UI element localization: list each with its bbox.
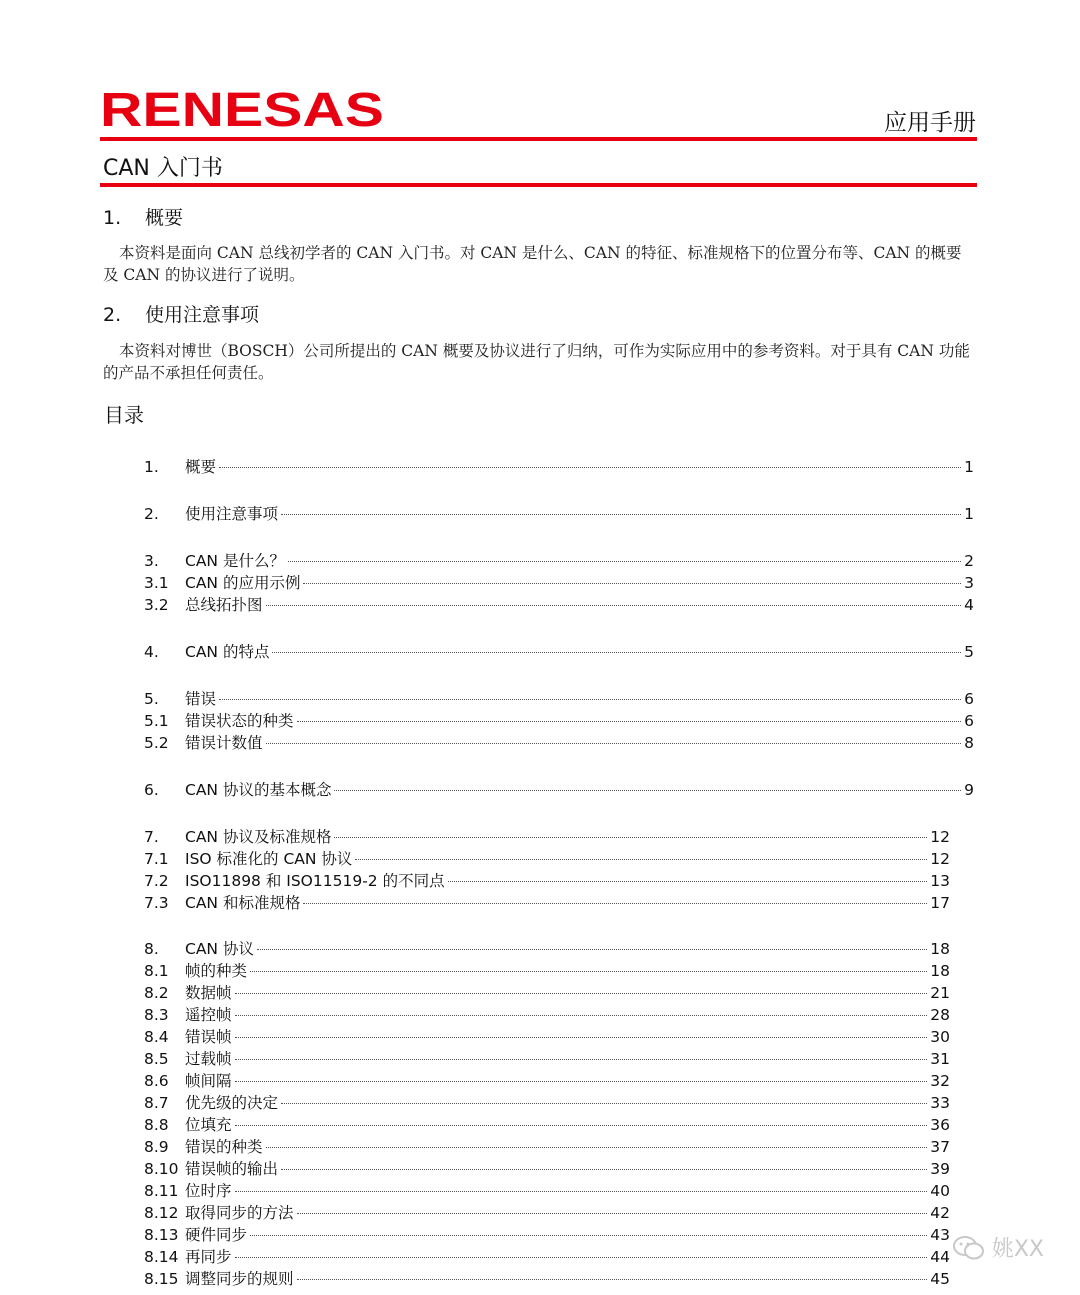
toc-leader-dots: [272, 652, 961, 653]
toc-entry-title: 错误计数值: [185, 734, 263, 752]
toc-leader-dots: [303, 583, 961, 584]
toc-entry-title: CAN 和标准规格: [185, 894, 301, 912]
toc-entry[interactable]: [144, 847, 950, 869]
toc-entry-number: 4.: [144, 643, 159, 661]
toc-leader-dots: [257, 949, 927, 950]
section-number: 1.: [103, 207, 122, 229]
toc-entry-number: 2.: [144, 505, 159, 523]
toc-entry-title: 概要: [185, 458, 217, 476]
toc-title: 目录: [104, 403, 144, 427]
wechat-icon: [952, 1234, 986, 1262]
toc-entry[interactable]: [144, 1179, 950, 1201]
toc-entry-page: 6: [964, 712, 974, 730]
section-body-notes: 本资料对博世（BOSCH）公司所提出的 CAN 概要及协议进行了归纳，可作为实际应用中的参考资料。对于具有 CAN 功能的产品不承担任何责任。: [103, 342, 970, 382]
toc-entry-title: 取得同步的方法: [185, 1204, 294, 1222]
toc-entry[interactable]: [144, 778, 974, 800]
toc-entry[interactable]: [144, 1113, 950, 1135]
toc-entry-title: 总线拓扑图: [185, 596, 263, 614]
toc-entry-title: 使用注意事项: [185, 505, 279, 523]
toc-entry-number: 8.8: [144, 1116, 169, 1134]
toc-entry-number: 8.5: [144, 1050, 169, 1068]
toc-leader-dots: [235, 1257, 928, 1258]
toc-entry[interactable]: [144, 549, 974, 571]
toc-entry-number: 7.3: [144, 894, 169, 912]
section-title: 使用注意事项: [145, 304, 260, 326]
toc-entry-page: 17: [930, 894, 950, 912]
toc-entry[interactable]: [144, 502, 974, 524]
toc-entry-number: 7.: [144, 828, 159, 846]
toc-entry-number: 8.12: [144, 1204, 179, 1222]
toc-entry[interactable]: [144, 709, 974, 731]
toc-entry-page: 37: [930, 1138, 950, 1156]
toc-entry[interactable]: [144, 1223, 950, 1245]
toc-entry-number: 8.9: [144, 1138, 169, 1156]
header-rule-top: [100, 137, 977, 141]
toc-leader-dots: [281, 1169, 927, 1170]
toc-leader-dots: [448, 881, 928, 882]
toc-leader-dots: [281, 514, 961, 515]
section-number: 2.: [103, 304, 122, 326]
toc-leader-dots: [355, 859, 927, 860]
toc-entry-number: 8.: [144, 940, 159, 958]
toc-entry-number: 5.2: [144, 734, 169, 752]
toc-entry-title: 帧的种类: [185, 962, 248, 980]
toc-entry-page: 40: [930, 1182, 950, 1200]
toc-entry[interactable]: [144, 937, 950, 959]
toc-entry-number: 6.: [144, 781, 159, 799]
toc-entry-page: 21: [930, 984, 950, 1002]
toc-leader-dots: [235, 1081, 928, 1082]
toc-entry-page: 18: [930, 962, 950, 980]
toc-entry[interactable]: [144, 687, 974, 709]
toc-leader-dots: [266, 605, 962, 606]
renesas-logo: [100, 82, 384, 132]
toc-entry[interactable]: [144, 825, 950, 847]
toc-leader-dots: [288, 561, 961, 562]
toc-leader-dots: [235, 1015, 928, 1016]
toc-leader-dots: [235, 1037, 928, 1038]
toc-entry-title: 硬件同步: [185, 1226, 248, 1244]
toc-entry-page: 3: [964, 574, 974, 592]
toc-entry-title: ISO11898 和 ISO11519-2 的不同点: [185, 872, 445, 890]
toc-leader-dots: [235, 1125, 928, 1126]
toc-leader-dots: [219, 467, 961, 468]
toc-entry-number: 1.: [144, 458, 159, 476]
toc-entry-number: 8.15: [144, 1270, 179, 1288]
toc-entry-title: 优先级的决定: [185, 1094, 279, 1112]
toc-entry-page: 2: [964, 552, 974, 570]
toc-entry[interactable]: [144, 1245, 950, 1267]
toc-entry-title: 位时序: [185, 1182, 232, 1200]
watermark-text: 姚XX: [991, 1237, 1044, 1262]
toc-entry-title: 错误帧的输出: [185, 1160, 279, 1178]
toc-leader-dots: [297, 721, 962, 722]
toc-entry[interactable]: [144, 593, 974, 615]
toc-leader-dots: [334, 790, 961, 791]
toc-entry-title: 位填充: [185, 1116, 232, 1134]
toc-leader-dots: [334, 837, 927, 838]
toc-entry-page: 31: [930, 1050, 950, 1068]
toc-leader-dots: [235, 1191, 928, 1192]
toc-entry-number: 5.: [144, 690, 159, 708]
toc-entry-page: 12: [930, 828, 950, 846]
toc-leader-dots: [235, 993, 928, 994]
toc-entry-title: 遥控帧: [185, 1006, 232, 1024]
toc-entry-page: 6: [964, 690, 974, 708]
header-rule-bottom: [100, 183, 977, 187]
toc-entry-number: 8.2: [144, 984, 169, 1002]
toc-entry-page: 1: [964, 505, 974, 523]
toc-entry-page: 36: [930, 1116, 950, 1134]
toc-entry-number: 8.1: [144, 962, 169, 980]
toc-entry[interactable]: [144, 1091, 950, 1113]
toc-entry-page: 13: [930, 872, 950, 890]
toc-entry-number: 7.2: [144, 872, 169, 890]
toc-leader-dots: [235, 1059, 928, 1060]
toc-entry-title: 错误帧: [185, 1028, 232, 1046]
toc-leader-dots: [266, 1147, 928, 1148]
toc-entry[interactable]: [144, 1267, 950, 1289]
toc-leader-dots: [250, 1235, 927, 1236]
toc-leader-dots: [297, 1213, 928, 1214]
toc-entry[interactable]: [144, 455, 974, 477]
toc-entry-number: 3.1: [144, 574, 169, 592]
toc-entry[interactable]: [144, 959, 950, 981]
toc-entry-page: 4: [964, 596, 974, 614]
toc-entry[interactable]: [144, 891, 950, 913]
toc-entry-title: CAN 协议的基本概念: [185, 781, 332, 799]
toc-entry-number: 8.4: [144, 1028, 169, 1046]
toc-entry[interactable]: [144, 1069, 950, 1091]
section-heading-notes: [103, 300, 259, 327]
toc-leader-dots: [281, 1103, 927, 1104]
toc-entry-page: 43: [930, 1226, 950, 1244]
toc-leader-dots: [266, 743, 962, 744]
toc-leader-dots: [250, 971, 927, 972]
toc-entry-page: 28: [930, 1006, 950, 1024]
toc-entry[interactable]: [144, 1201, 950, 1223]
toc-entry-page: 8: [964, 734, 974, 752]
toc-entry[interactable]: [144, 1135, 950, 1157]
toc-entry-number: 7.1: [144, 850, 169, 868]
toc-entry-page: 44: [930, 1248, 950, 1266]
toc-entry-page: 32: [930, 1072, 950, 1090]
page-title: CAN 入门书: [103, 156, 223, 181]
toc-entry-title: 过载帧: [185, 1050, 232, 1068]
toc-entry[interactable]: [144, 1157, 950, 1179]
toc-entry-number: 8.10: [144, 1160, 179, 1178]
toc-entry[interactable]: [144, 981, 950, 1003]
toc-entry-title: CAN 的特点: [185, 643, 270, 661]
toc-entry-number: 8.7: [144, 1094, 169, 1112]
toc-leader-dots: [303, 903, 927, 904]
toc-entry[interactable]: [144, 640, 974, 662]
toc-entry-title: 错误状态的种类: [185, 712, 294, 730]
toc-entry-page: 12: [930, 850, 950, 868]
toc-entry[interactable]: [144, 731, 974, 753]
toc-entry-title: 错误: [185, 690, 217, 708]
section-heading-overview: [103, 203, 183, 230]
toc-leader-dots: [219, 699, 961, 700]
toc-entry-number: 5.1: [144, 712, 169, 730]
toc-entry-page: 45: [930, 1270, 950, 1288]
toc-entry[interactable]: [144, 571, 974, 593]
logo-text: RENESAS: [100, 84, 384, 132]
toc-entry-number: 8.13: [144, 1226, 179, 1244]
toc-entry-title: CAN 协议: [185, 940, 254, 958]
toc-entry-title: 数据帧: [185, 984, 232, 1002]
doc-type-label: 应用手册: [884, 110, 976, 136]
toc-entry-number: 3.: [144, 552, 159, 570]
toc-entry-number: 8.3: [144, 1006, 169, 1024]
toc-entry-title: CAN 是什么？: [185, 552, 285, 570]
toc-entry-number: 3.2: [144, 596, 169, 614]
toc-entry-page: 39: [930, 1160, 950, 1178]
watermark: [952, 1232, 1044, 1263]
toc-entry-number: 8.6: [144, 1072, 169, 1090]
toc-entry-page: 18: [930, 940, 950, 958]
toc-entry-number: 8.11: [144, 1182, 179, 1200]
toc-entry-page: 33: [930, 1094, 950, 1112]
toc-entry-number: 8.14: [144, 1248, 179, 1266]
toc-entry-title: 再同步: [185, 1248, 232, 1266]
toc-entry-page: 30: [930, 1028, 950, 1046]
toc-entry-title: 调整同步的规则: [185, 1270, 294, 1288]
toc-leader-dots: [297, 1279, 928, 1280]
toc-entry[interactable]: [144, 1003, 950, 1025]
toc-entry-title: 错误的种类: [185, 1138, 263, 1156]
toc-entry-title: CAN 的应用示例: [185, 574, 301, 592]
toc-entry[interactable]: [144, 1047, 950, 1069]
section-body-overview: 本资料是面向 CAN 总线初学者的 CAN 入门书。对 CAN 是什么、CAN 的特征、标准规格下的位置分布等、CAN 的概要及 CAN 的协议进行了说明。: [103, 244, 962, 284]
toc-entry-page: 42: [930, 1204, 950, 1222]
toc-entry-title: 帧间隔: [185, 1072, 232, 1090]
section-title: 概要: [145, 207, 184, 229]
toc-entry-page: 5: [964, 643, 974, 661]
toc-entry-page: 9: [964, 781, 974, 799]
toc-entry[interactable]: [144, 1025, 950, 1047]
toc-entry-title: CAN 协议及标准规格: [185, 828, 332, 846]
toc-entry[interactable]: [144, 869, 950, 891]
toc-entry-title: ISO 标准化的 CAN 协议: [185, 850, 353, 868]
toc-entry-page: 1: [964, 458, 974, 476]
